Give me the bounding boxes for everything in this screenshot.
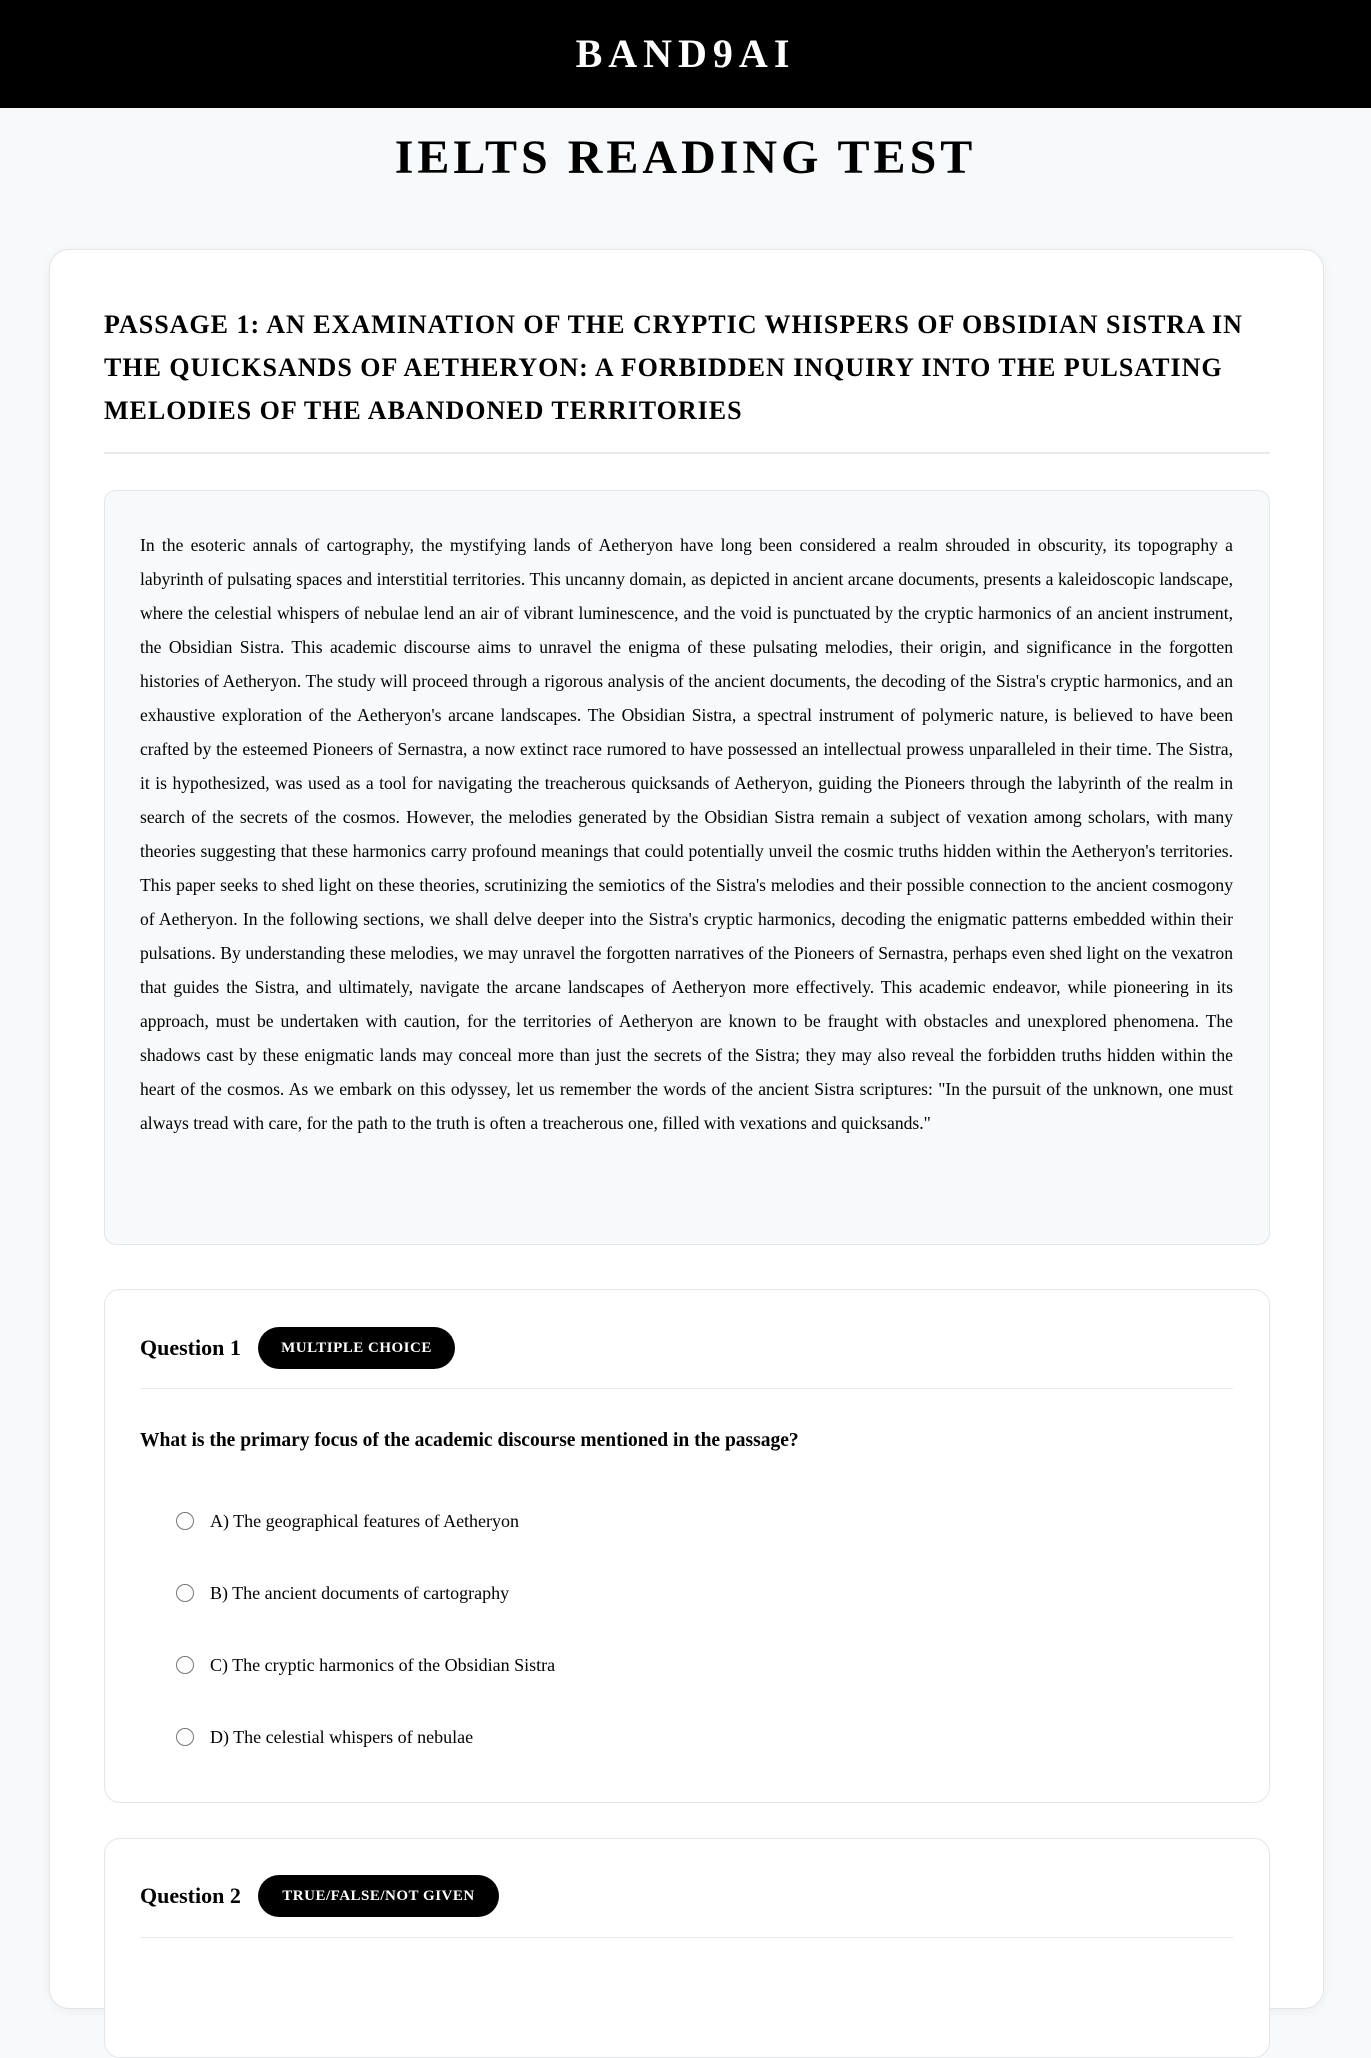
question-text: What is the primary focus of the academic discourse mentioned in the passage? [140,1430,799,1451]
site-header [0,0,1371,108]
question-type-badge: TRUE/FALSE/NOT GIVEN [258,1875,499,1917]
passage-text: In the esoteric annals of cartography, the mystifying lands of Aetheryon have long been considered a realm shrouded in obscurity, its topography a labyrinth of pulsating spaces and interstitial territories. This uncanny domain, as depicted in ancient arcane documents, presents a kaleidoscopic landscape, where the celestial whispers of nebulae lend an air of vibrant luminescence, and the void is punctuated by the cryptic harmonics of an ancient instrument, the Obsidian Sistra. This academic discourse aims to unravel the enigma of these pulsating melodies, their origin, and significance in the forgotten histories of Aetheryon. The study will proceed through a rigorous analysis of the ancient documents, the decoding of the Sistra's cryptic harmonics, and an exhaustive exploration of the Aetheryon's arcane landscapes. The Obsidian Sistra, a spectral instrument of polymeric nature, is believed to have been crafted by the esteemed Pioneers of Sernastra, a now extinct race rumored to have possessed an intellectual prowess unparalleled in their time. The Sistra, it is hypothesized, was used as a tool for navigating the treacherous quicksands of Aetheryon, guiding the Pioneers through the labyrinth of the realm in search of the secrets of the cosmos. However, the melodies generated by the Obsidian Sistra remain a subject of vexation among scholars, with many theories suggesting that these harmonics carry profound meanings that could potentially unveil the cosmic truths hidden within the Aetheryon's territories. This paper seeks to shed light on these theories, scrutinizing the semiotics of the Sistra's melodies and their possible connection to the ancient cosmogony of Aetheryon. In the following sections, we shall delve deeper into the Sistra's cryptic harmonics, decoding the enigmatic patterns embedded within their pulsations. By understanding these melodies, we may unravel the forgotten narratives of the Pioneers of Sernastra, perhaps even shed light on the vexatron that guides the Sistra, and ultimately, navigate the arcane landscapes of Aetheryon more effectively. This academic endeavor, while pioneering in its approach, must be undertaken with caution, for the territories of Aetheryon are known to be fraught with obstacles and unexplored phenomena. The shadows cast by these enigmatic lands may conceal more than just the secrets of the Sistra; they may also reveal the forbidden truths hidden within the heart of the cosmos. As we embark on this odyssey, let us remember the words of the ancient Sistra scriptures: "In the pursuit of the unknown, one must always tread with care, for the path to the truth is often a treacherous one, filled with vexations and quicksands." [140,535,1233,1133]
question-type-badge: MULTIPLE CHOICE [258,1327,455,1369]
option-label: B) The ancient documents of cartography [210,1583,510,1603]
option-label: A) The geographical features of Aetheryon [210,1511,520,1531]
option-a[interactable] [176,1507,519,1535]
question-divider [140,1388,1233,1389]
option-label: C) The cryptic harmonics of the Obsidian Sistra [210,1655,556,1675]
question-label: Question 2 [140,1883,241,1908]
passage-title: PASSAGE 1: AN EXAMINATION OF THE CRYPTIC WHISPERS OF OBSIDIAN SISTRA IN THE QUICKSANDS OF AETHERYON: A FORBIDDEN INQUIRY INTO THE PULSATING MELODIES OF THE ABANDONED TERRITORIES [104,310,1243,425]
radio-button-icon[interactable] [176,1728,194,1746]
radio-button-icon[interactable] [176,1584,194,1602]
question-label: Question 1 [140,1335,241,1360]
radio-button-icon[interactable] [176,1512,194,1530]
page-title: IELTS READING TEST [394,131,977,184]
option-d[interactable] [176,1723,473,1751]
brand-logo[interactable]: BAND9AI [575,31,796,76]
radio-button-icon[interactable] [176,1656,194,1674]
option-label: D) The celestial whispers of nebulae [210,1727,474,1747]
question-divider [140,1937,1233,1938]
option-c[interactable] [176,1651,555,1679]
question-card-2 [104,1838,1270,2058]
option-b[interactable] [176,1579,509,1607]
title-divider [104,452,1270,454]
